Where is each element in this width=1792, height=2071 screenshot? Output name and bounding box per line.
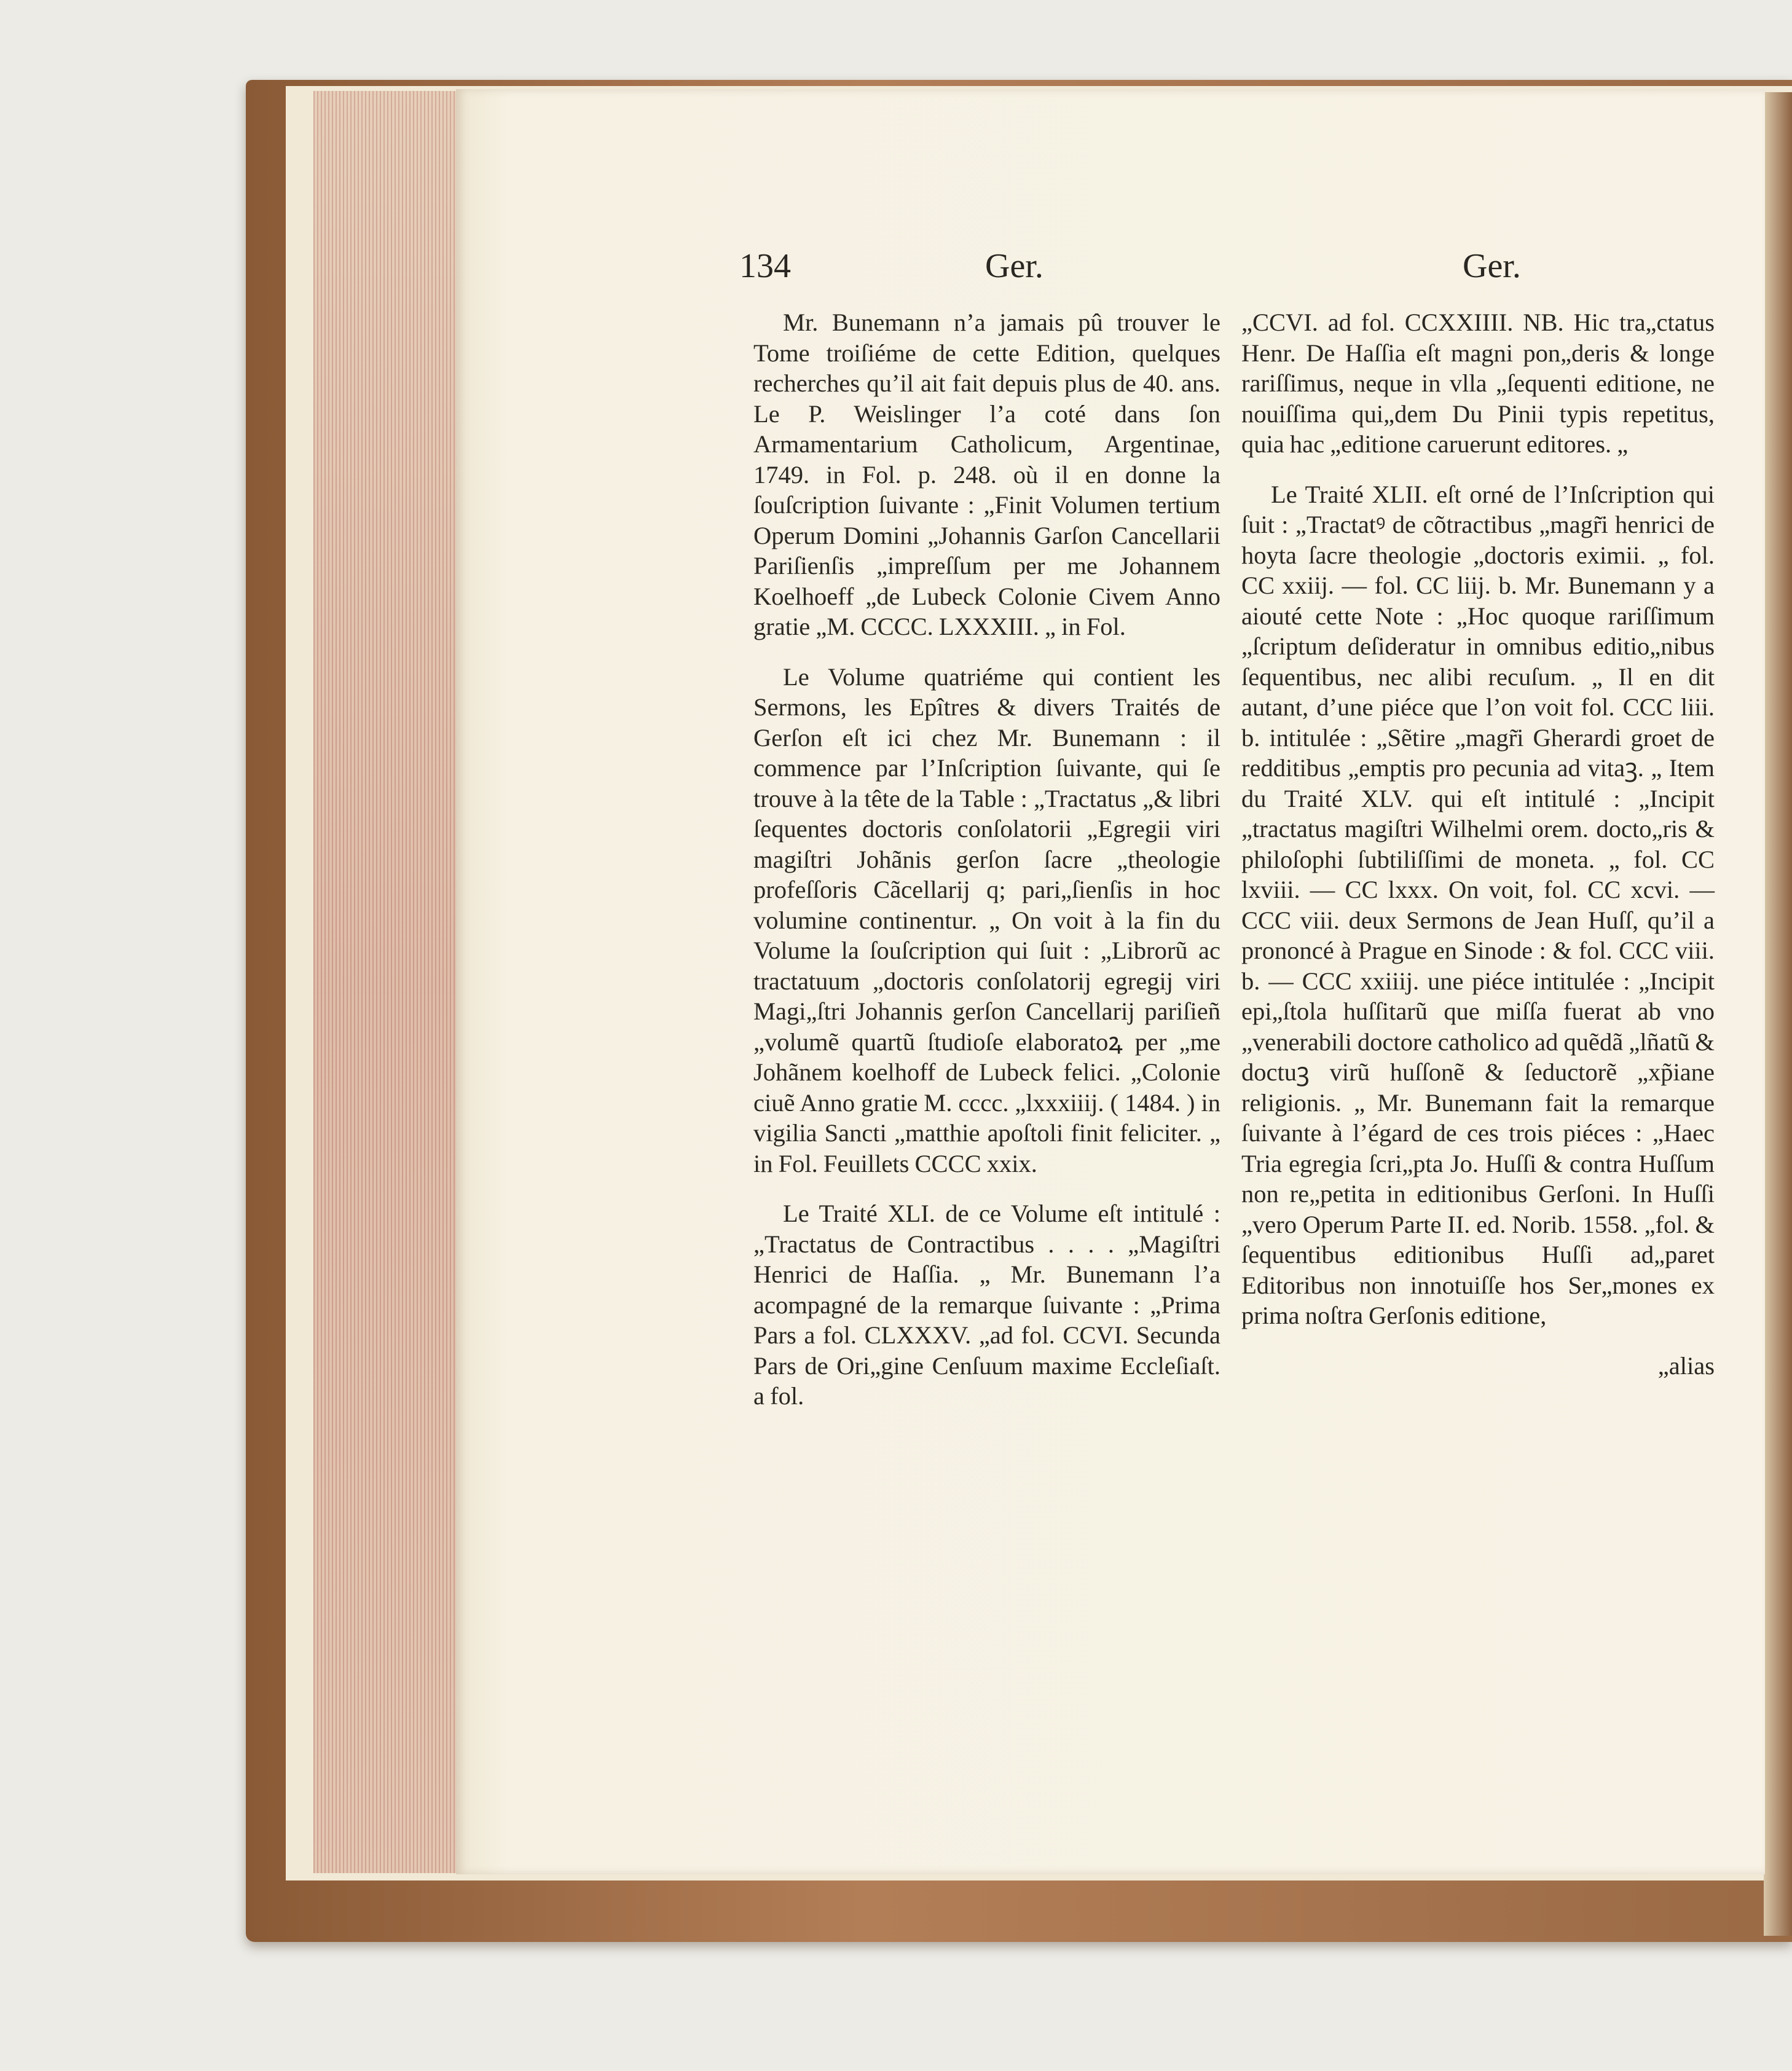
paragraph: Mr. Bunemann n’a jamais pû trouver le Tome troiſiéme de cette Edition, quelques recherches qu’il ait fait depuis plus de 40. ans. Le P. Weislinger l’a coté dans ſon Armamentarium Catholicum, Argentinae, 1749. in Fol. p. 248. où il en donne la ſouſcription ſuivante : „Finit Volumen tertium Operum Domini „Johannis Garſon Cancellarii Pariſienſis „impreſſum per me Johannem Koelhoeff „de Lubeck Colonie Civem Anno gratie „M. CCCC. LXXXIII. „ in Fol.: [753, 308, 1220, 640]
page-number: 134: [739, 247, 791, 285]
right-column: [1241, 307, 1715, 1381]
catchword: „alias: [1657, 1351, 1715, 1380]
running-head-right: Ger.: [1463, 247, 1521, 285]
right-cover-edge: [1764, 92, 1792, 1936]
paragraph: Le Volume quatriéme qui contient les Sermons, les Epîtres & divers Traités de Gerſon eſt ici chez Mr. Bunemann : il commence par l’Inſcription ſuivante, qui ſe trouve à la tête de la Table : „Tractatus „& libri ſequentes doctoris conſolatorii „Egregii viri magiſtri Johãnis gerſon ſacre „theologie profeſſoris Cãcellarij q; pari„ſienſis in hoc volumine continentur. „ On voit à la fin du Volume la ſouſcription qui ſuit : „Librorũ ac tractatuum „doctoris conſolatorij egregij viri Magi„ſtri Johannis gerſon Cancellarij pariſieñ „volumẽ quartũ ſtudioſe elaboratoꝝ per „me Johãnem koelhoff de Lubeck felici. „Colonie ciuẽ Anno gratie M. cccc. „lxxxiiij. ( 1484. ) in vigilia Sancti „matthie apoſtoli finit feliciter. „ in Fol. Feuillets CCCC xxix.: [753, 662, 1220, 1177]
paragraph: Le Traité XLI. de ce Volume eſt intitulé : „Tractatus de Contractibus . . . . „Magiſtri Henrici de Haſſia. „ Mr. Bunemann l’a acompagné de la remarque ſuivante : „Prima Pars a fol. CLXXXV. „ad fol. CCVI. Secunda Pars de Ori„gine Cenſuum maxime Eccleſiaſt. a fol.: [753, 1200, 1220, 1410]
left-column: [753, 307, 1220, 1431]
paragraph: Le Traité XLII. eſt orné de l’Inſcription qui ſuit : „Tractatꝰ de cõtractibus „magr̃i henrici de hoyta ſacre theologie „doctoris eximii. „ fol. CC xxiij. — fol. CC liij. b. Mr. Bunemann y a aiouté cette Note : „Hoc quoque rariſſimum „ſcriptum deſideratur in omnibus editio„nibus ſequentibus, nec alibi recuſum. „ Il en dit autant, d’une piéce que l’on voit fol. CCC liii. b. intitulée : „Sẽtire „magr̃i Gherardi groet de redditibus „emptis pro pecunia ad vitaꝫ. „ Item du Traité XLV. qui eſt intitulé : „Incipit „tractatus magiſtri Wilhelmi orem. docto„ris & philoſophi ſubtiliſſimi de moneta. „ fol. CC lxviii. — CC lxxx. On voit, fol. CC xcvi. — CCC viii. deux Sermons de Jean Huſſ, qu’il a prononcé à Prague en Sinode : & fol. CCC viii. b. — CCC xxiiij. une piéce intitulée : „Incipit epi„ſtola huſſitarũ que miſſa fuerat ab vno „venerabili doctore catholico ad quẽdã „lñatũ & doctuꝫ virũ huſſonẽ & ſeductorẽ „xp̃iane religionis. „ Mr. Bunemann fait la remarque ſuivante à l’égard de ces trois piéces : „Haec Tria egregia ſcri„pta Jo. Huſſi & contra Huſſum non re„petita in editionibus Gerſoni. In Huſſi „vero Operum Parte II. ed. Norib. 1558. „fol. & ſequentibus editionibus Huſſi ad„paret Editoribus non innotuiſſe hos Ser„mones ex prima noſtra Gerſonis editione,: [1241, 480, 1715, 1329]
page-edges: [313, 91, 456, 1873]
running-head-left: Ger.: [985, 247, 1043, 285]
paragraph: „CCVI. ad fol. CCXXIIII. NB. Hic tra„ctatus Henr. De Haſſia eſt magni pon„deris & longe rariſſimus, neque in vlla „ſequenti editione, ne nouiſſima qui„dem Du Pinii typis repetitus, quia hac „editione caruerunt editores. „: [1241, 308, 1715, 458]
